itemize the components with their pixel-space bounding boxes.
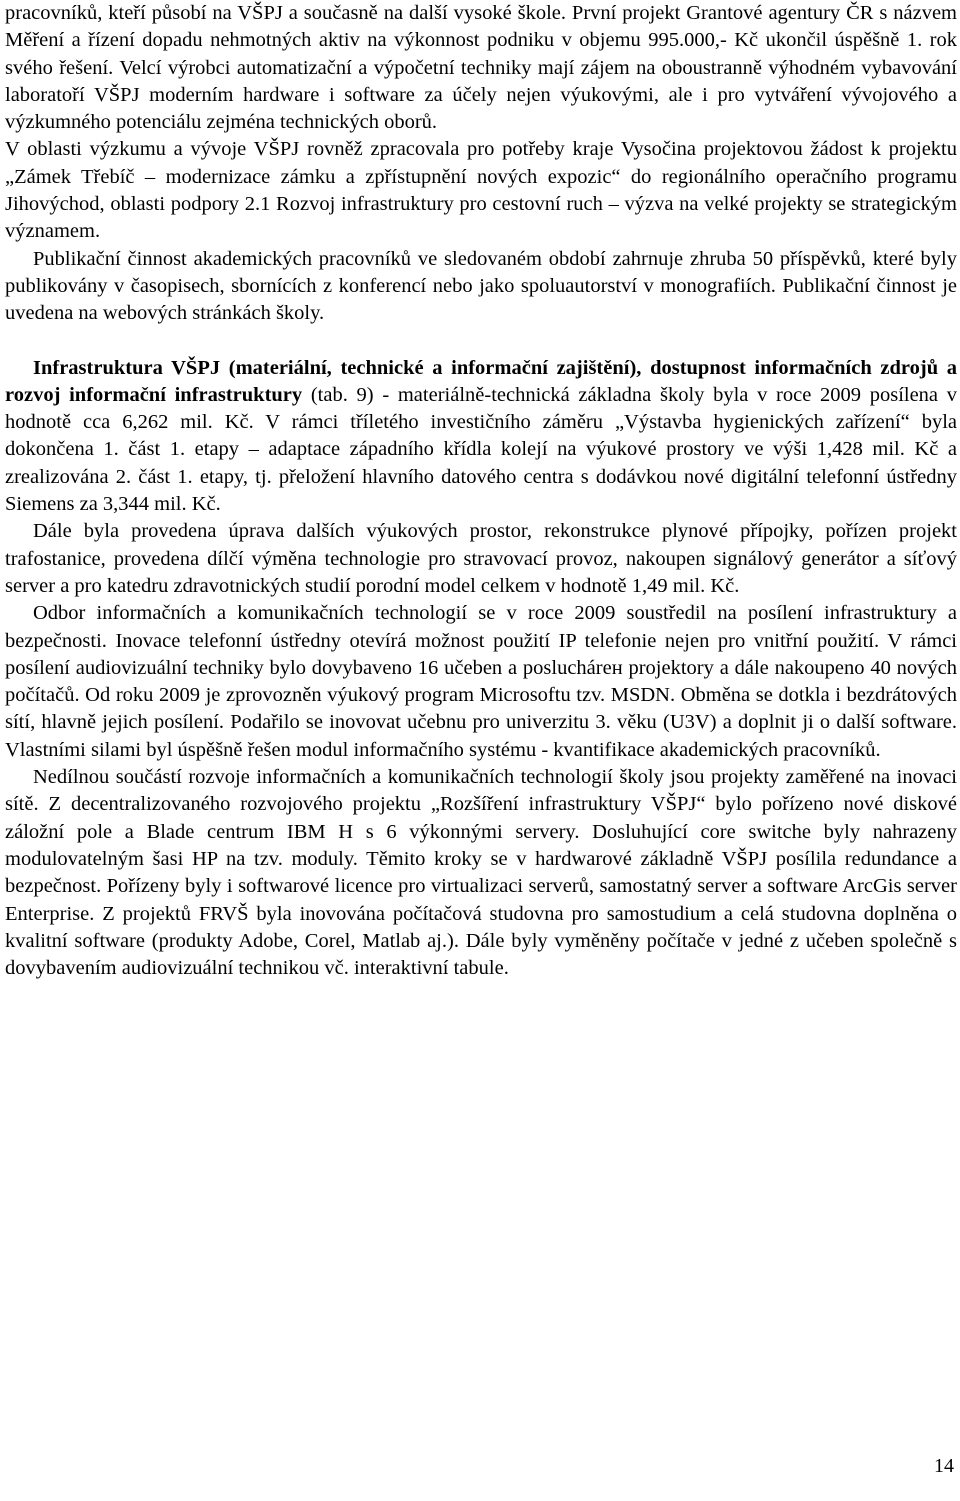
paragraph-network-projects: Nedílnou součástí rozvoje informačních a komunikačních technologií školy jsou projekty zaměřené na inovaci sítě. Z decentralizovaného rozvojového projektu „Rozšíření infrastruktury VŠPJ“ bylo pořízeno nové diskové záložní pole a Blade centrum IBM H s 6 výkonnými servery. Dosluhující core switche byly nahrazeny modulovatelným šasi HP na tzv. moduly. Těmito kroky se v hardwarové základně VŠPJ posílila redundance a bezpečnost. Pořízeny byly i softwarové licence pro virtualizaci serverů, samostatný server a software ArcGis server Enterprise. Z projektů FRVŠ byla inovována počítačová studovna pro samostudium a celá studovna doplněna o kvalitní software (produkty Adobe, Corel, Matlab aj.). Dále byly vyměněny počítače v jedné z učeben společně s dovybavením audiovizuální technikou vč. interaktivní tabule. [5,766,957,980]
paragraph-publications: Publikační činnost akademických pracovníků ve sledovaném období zahrnuje zhruba 50 příspěvků, které byly publikovány v časopisech, sbornících z konferencí nebo jako spoluautorství v monografiích. Publikační činnost je uvedena na webových stránkách školy. [5,247,957,325]
section-heading: Infrastruktura VŠPJ (materiální, technické a informační zajištění), dostupnost informačních zdrojů a rozvoj informační infrastruktury [5,356,957,406]
page-number: 14 [934,1455,954,1477]
paragraph-ict-department: Odbor informačních a komunikačních technologií se v roce 2009 soustředil na posílení infrastruktury a bezpečnosti. Inovace telefonní ústředny otevírá možnost použití IP telefonie nejen pro vnitřní použití. V rámci posílení audiovizuální techniky bylo dovybaveno 16 učeben a posluchárен projektory a dále nakoupeno 40 nových počítačů. Od roku 2009 je zprovozněn výukový program Microsoftu tzv. MSDN. Obměna se dotkla i bezdrátových sítí, hlavně jejich posílení. Podařilo se inovovat učebnu pro univerzitu 3. věku (U3V) a doplnit ji o další software. Vlastními silami byl úspěšně řešen modul informačního systému - kvantifikace akademických pracovníků. [5,602,957,761]
infrastructure-section [5,355,957,519]
document-page [5,0,957,982]
section-heading-text: (tab. 9) - materiálně-technická základna školy byla v roce 2009 posílena v hodnotě cca 6,262 mil. Kč. V rámci tříletého investičního záměru „Výstavba hygienických zařízení“ byla dokončena 1. část 1. etapy – adaptace západního křídla kolejí na výukové prostory ve výši 1,428 mil. Kč a zrealizována 2. část 1. etapy, tj. přeložení hlavního datového centra s dodávkou nové digitální telefonní ústředny Siemens za 3,344 mil. Kč. [5,383,957,516]
paragraph-research-projects: V oblasti výzkumu a vývoje VŠPJ rovněž zpracovala pro potřeby kraje Vysočina projektovou žádost k projektu „Zámek Třebíč – modernizace zámku a zpřístupnění nových expozic“ do regionálního operačního programu Jihovýchod, oblasti podpory 2.1 Rozvoj infrastruktury pro cestovní ruch – výzva na velké projekty se strategickým významem. [5,138,957,243]
paragraph-research-intro: pracovníků, kteří působí na VŠPJ a současně na další vysoké škole. První projekt Grantové agentury ČR s názvem Měření a řízení dopadu nehmotných aktiv na výkonnost podniku v objemu 995.000,- Kč ukončil úspěšně 1. rok svého řešení. Velcí výrobci automatizační a výpočetní techniky mají zájem na oboustranně výhodném vybavování laboratoří VŠPJ moderním hardware i software za účely nejen výukovými, ale i pro vytváření vývojového a výzkumného potenciálu zejména technických oborů. [5,2,957,134]
paragraph-facilities: Dále byla provedena úprava dalších výukových prostor, rekonstrukce plynové přípojky, pořízen projekt trafostanice, provedena dílčí výměna technologie pro stravovací provoz, nakoupen signálový generátor a síťový server a pro katedru zdravotnických studií porodní model celkem v hodnotě 1,49 mil. Kč. [5,520,957,597]
